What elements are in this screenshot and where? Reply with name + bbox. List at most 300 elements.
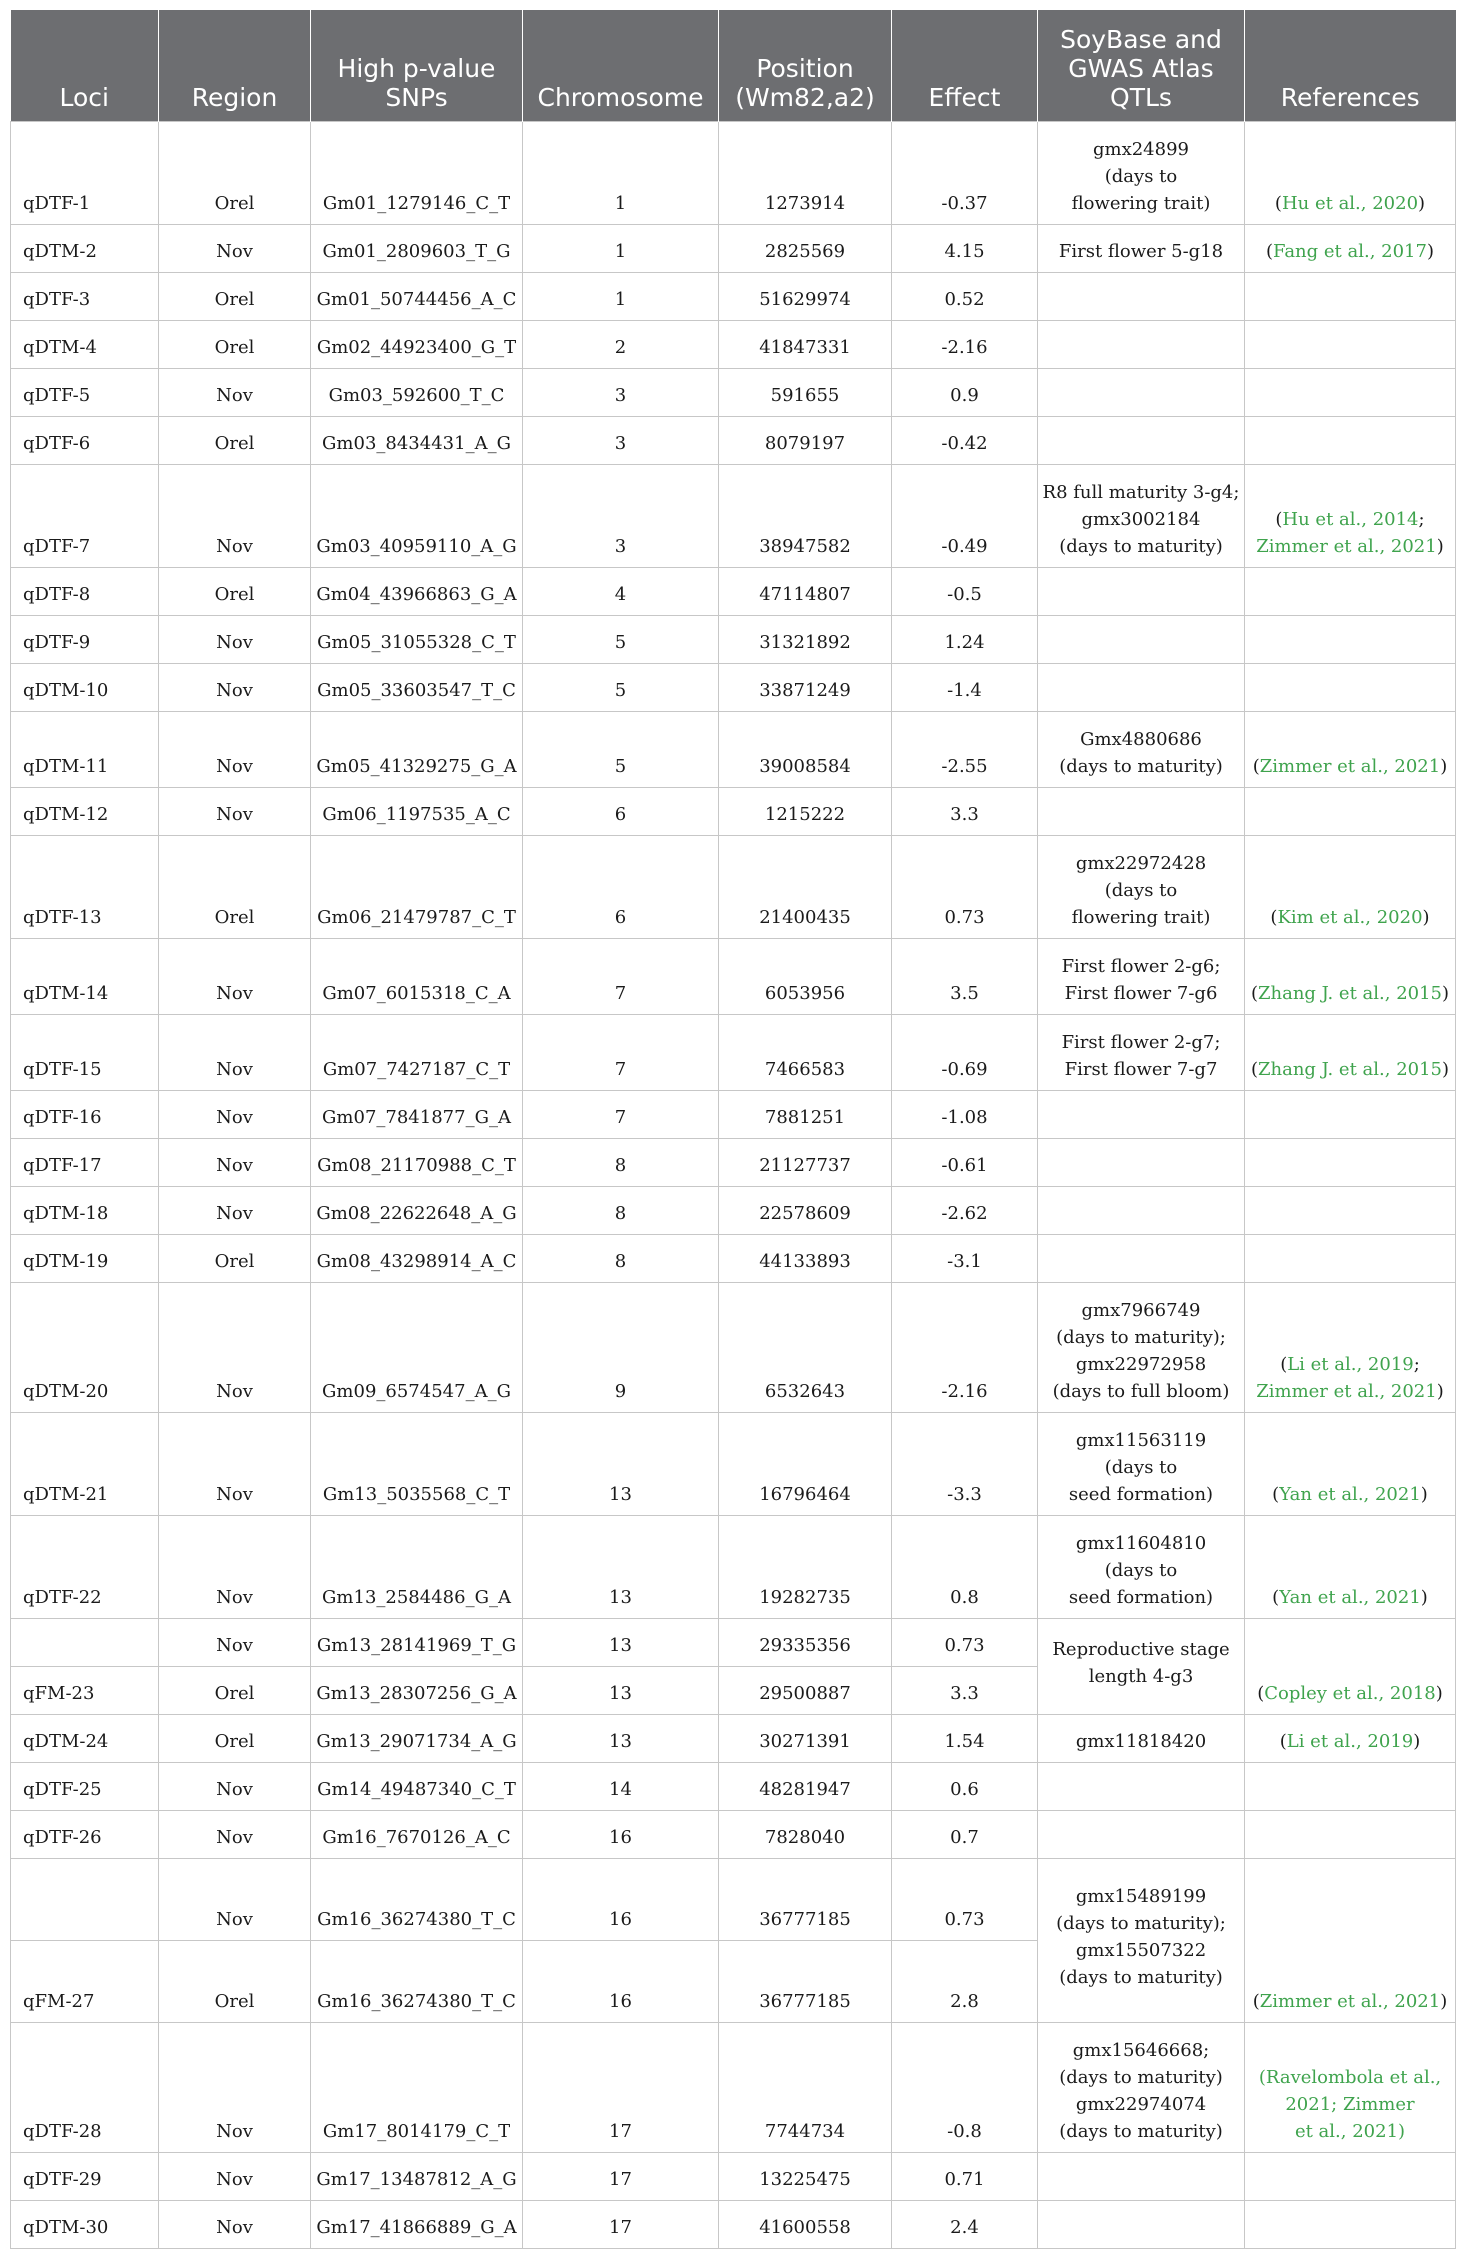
loci-cell: qDTF-22 (11, 1516, 159, 1619)
position-cell: 19282735 (719, 1516, 892, 1619)
position-cell: 16796464 (719, 1413, 892, 1516)
region-cell: Nov (159, 1283, 311, 1413)
region-cell: Nov (159, 1187, 311, 1235)
effect-cell: 0.73 (892, 836, 1038, 939)
chromosome-cell: 1 (523, 225, 719, 273)
effect-cell: 1.24 (892, 616, 1038, 664)
qtl-cell (1038, 1235, 1245, 1283)
qtl-cell (1038, 1187, 1245, 1235)
qtl-line: First flower 7-g7 (1064, 1059, 1218, 1080)
effect-cell: 0.71 (892, 2153, 1038, 2201)
position-cell: 8079197 (719, 417, 892, 465)
qtl-line: (days to maturity) (1059, 2067, 1223, 2088)
qtl-line: Gmx4880686 (1080, 729, 1202, 750)
chromosome-cell: 16 (523, 1859, 719, 1941)
qtl-cell (1038, 417, 1245, 465)
reference-link[interactable]: Zhang J. et al., 2015 (1258, 983, 1442, 1004)
snp-cell: Gm13_28307256_G_A (311, 1667, 523, 1715)
loci-cell: qDTM-2 (11, 225, 159, 273)
qtl-cell (1038, 1413, 1245, 1516)
reference-link[interactable]: Hu et al., 2020 (1281, 193, 1419, 214)
qtl-line: gmx7966749 (1081, 1300, 1201, 1321)
qtl-cell (1038, 369, 1245, 417)
loci-cell: qDTF-16 (11, 1091, 159, 1139)
table-row (11, 1859, 1456, 1941)
position-cell: 1273914 (719, 122, 892, 225)
position-cell: 29500887 (719, 1667, 892, 1715)
loci-cell: qDTF-6 (11, 417, 159, 465)
column-header: High p-value SNPs (311, 10, 523, 122)
loci-cell: qDTF-17 (11, 1139, 159, 1187)
qtl-line: Reproductive stage (1052, 1639, 1230, 1660)
snp-cell: Gm04_43966863_G_A (311, 568, 523, 616)
reference-link[interactable]: (Ravelombola et al., (1258, 2067, 1442, 2088)
column-header: Region (159, 10, 311, 122)
reference-cell: (Hu et al., 2014; Zimmer et al., 2021) (1245, 465, 1456, 568)
position-cell: 36777185 (719, 1859, 892, 1941)
reference-link[interactable]: 2021; Zimmer (1285, 2094, 1415, 2115)
position-cell: 7466583 (719, 1015, 892, 1091)
qtl-cell (1038, 465, 1245, 568)
chromosome-cell: 3 (523, 465, 719, 568)
chromosome-cell: 13 (523, 1516, 719, 1619)
table-row (11, 417, 1456, 465)
qtl-line: First flower 5-g18 (1058, 241, 1224, 262)
qtl-cell (1038, 1091, 1245, 1139)
region-cell: Orel (159, 273, 311, 321)
chromosome-cell: 1 (523, 273, 719, 321)
position-cell: 44133893 (719, 1235, 892, 1283)
loci-cell: qDTM-18 (11, 1187, 159, 1235)
effect-cell: 0.7 (892, 1811, 1038, 1859)
effect-cell: -2.55 (892, 712, 1038, 788)
reference-link[interactable]: Zimmer et al., 2021 (1256, 536, 1437, 557)
qtl-cell (1038, 616, 1245, 664)
loci-cell: qDTF-8 (11, 568, 159, 616)
effect-cell: -0.49 (892, 465, 1038, 568)
snp-cell: Gm08_22622648_A_G (311, 1187, 523, 1235)
region-cell: Nov (159, 616, 311, 664)
position-cell: 21127737 (719, 1139, 892, 1187)
loci-cell: qDTM-19 (11, 1235, 159, 1283)
snp-cell: Gm17_8014179_C_T (311, 2023, 523, 2153)
snp-cell: Gm06_21479787_C_T (311, 836, 523, 939)
loci-cell: qDTM-11 (11, 712, 159, 788)
column-header: References (1245, 10, 1456, 122)
qtl-line: (days to full bloom) (1052, 1381, 1230, 1402)
loci-cell: qDTF-28 (11, 2023, 159, 2153)
snp-cell: Gm05_31055328_C_T (311, 616, 523, 664)
qtl-cell (1038, 1763, 1245, 1811)
effect-cell: 2.8 (892, 1941, 1038, 2023)
chromosome-cell: 8 (523, 1235, 719, 1283)
effect-cell: 0.8 (892, 1516, 1038, 1619)
qtl-cell (1038, 321, 1245, 369)
position-cell: 36777185 (719, 1941, 892, 2023)
region-cell: Nov (159, 2153, 311, 2201)
qtl-line: gmx15646668; (1072, 2040, 1210, 2061)
table-row (11, 465, 1456, 568)
snp-cell: Gm07_7427187_C_T (311, 1015, 523, 1091)
snp-cell: Gm01_2809603_T_G (311, 225, 523, 273)
table-row (11, 1091, 1456, 1139)
table-row (11, 2153, 1456, 2201)
column-header: Chromosome (523, 10, 719, 122)
loci-cell: qDTM-12 (11, 788, 159, 836)
chromosome-cell: 13 (523, 1413, 719, 1516)
qtl-line: (days to maturity); (1056, 1913, 1226, 1934)
reference-link[interactable]: Zhang J. et al., 2015 (1258, 1059, 1442, 1080)
reference-link[interactable]: Fang et al., 2017 (1273, 241, 1427, 262)
loci-cell: qDTF-15 (11, 1015, 159, 1091)
column-header: SoyBase and GWAS Atlas QTLs (1038, 10, 1245, 122)
table-row (11, 369, 1456, 417)
region-cell: Nov (159, 788, 311, 836)
chromosome-cell: 2 (523, 321, 719, 369)
region-cell: Nov (159, 1139, 311, 1187)
region-cell: Orel (159, 1941, 311, 2023)
qtl-line: gmx22974074 (1075, 2094, 1207, 2115)
reference-cell: (Zimmer et al., 2021) (1245, 1859, 1456, 2023)
qtl-line: gmx24899 (1092, 139, 1189, 160)
region-cell: Nov (159, 2201, 311, 2249)
qtl-line: flowering trait) (1071, 193, 1211, 214)
table-row (11, 1015, 1456, 1091)
effect-cell: -0.8 (892, 2023, 1038, 2153)
reference-link[interactable]: Li et al., 2019 (1287, 1354, 1414, 1375)
effect-cell: -0.5 (892, 568, 1038, 616)
qtl-cell (1038, 1139, 1245, 1187)
qtl-line: gmx3002184 (1081, 509, 1201, 530)
reference-link[interactable]: Hu et al., 2014 (1282, 509, 1419, 530)
position-cell: 2825569 (719, 225, 892, 273)
snp-cell: Gm01_1279146_C_T (311, 122, 523, 225)
qtl-cell (1038, 1811, 1245, 1859)
snp-cell: Gm03_592600_T_C (311, 369, 523, 417)
position-cell: 7881251 (719, 1091, 892, 1139)
effect-cell: -3.1 (892, 1235, 1038, 1283)
region-cell: Nov (159, 1619, 311, 1667)
table-row (11, 1235, 1456, 1283)
loci-cell (11, 1619, 159, 1667)
chromosome-cell: 8 (523, 1139, 719, 1187)
snp-cell: Gm05_41329275_G_A (311, 712, 523, 788)
reference-cell (1245, 1763, 1456, 1811)
table-row (11, 1283, 1456, 1413)
snp-cell: Gm05_33603547_T_C (311, 664, 523, 712)
region-cell: Nov (159, 1091, 311, 1139)
column-header: Position (Wm82,a2) (719, 10, 892, 122)
table-body (11, 122, 1456, 2249)
region-cell: Nov (159, 1763, 311, 1811)
position-cell: 6532643 (719, 1283, 892, 1413)
loci-cell: qDTF-26 (11, 1811, 159, 1859)
reference-cell: (Copley et al., 2018) (1245, 1619, 1456, 1715)
reference-link[interactable]: Yan et al., 2021 (1279, 1484, 1421, 1505)
effect-cell: 0.73 (892, 1619, 1038, 1667)
region-cell: Nov (159, 1859, 311, 1941)
qtl-line: R8 full maturity 3-g4; (1042, 482, 1240, 503)
reference-cell (1245, 664, 1456, 712)
table-row (11, 1811, 1456, 1859)
loci-cell: qFM-23 (11, 1667, 159, 1715)
chromosome-cell: 7 (523, 1091, 719, 1139)
effect-cell: -0.61 (892, 1139, 1038, 1187)
position-cell: 31321892 (719, 616, 892, 664)
qtl-cell (1038, 122, 1245, 225)
qtl-cell (1038, 1015, 1245, 1091)
reference-cell (1245, 1811, 1456, 1859)
qtl-cell (1038, 788, 1245, 836)
region-cell: Orel (159, 122, 311, 225)
position-cell: 7744734 (719, 2023, 892, 2153)
effect-cell: 2.4 (892, 2201, 1038, 2249)
snp-cell: Gm07_7841877_G_A (311, 1091, 523, 1139)
snp-cell: Gm08_43298914_A_C (311, 1235, 523, 1283)
effect-cell: -2.62 (892, 1187, 1038, 1235)
effect-cell: 1.54 (892, 1715, 1038, 1763)
effect-cell: -2.16 (892, 321, 1038, 369)
snp-cell: Gm14_49487340_C_T (311, 1763, 523, 1811)
column-header: Loci (11, 10, 159, 122)
reference-link[interactable]: et al., 2021) (1294, 2121, 1406, 2142)
snp-cell: Gm13_29071734_A_G (311, 1715, 523, 1763)
data-table-container (10, 10, 1455, 2249)
reference-link[interactable]: Li et al., 2019 (1286, 1731, 1414, 1752)
table-row (11, 2023, 1456, 2153)
reference-cell: (Zimmer et al., 2021) (1245, 712, 1456, 788)
reference-cell (1245, 616, 1456, 664)
table-row (11, 1763, 1456, 1811)
effect-cell: 0.9 (892, 369, 1038, 417)
reference-cell (1245, 1139, 1456, 1187)
effect-cell: -1.4 (892, 664, 1038, 712)
region-cell: Orel (159, 1715, 311, 1763)
effect-cell: -0.42 (892, 417, 1038, 465)
reference-cell (1245, 369, 1456, 417)
snp-cell: Gm03_40959110_A_G (311, 465, 523, 568)
snp-cell: Gm16_36274380_T_C (311, 1941, 523, 2023)
qtl-line: seed formation) (1068, 1484, 1214, 1505)
snp-cell: Gm17_13487812_A_G (311, 2153, 523, 2201)
table-row (11, 616, 1456, 664)
snp-cell: Gm13_28141969_T_G (311, 1619, 523, 1667)
position-cell: 29335356 (719, 1619, 892, 1667)
qtl-line: First flower 7-g6 (1064, 983, 1218, 1004)
loci-cell: qDTF-25 (11, 1763, 159, 1811)
table-row (11, 1619, 1456, 1667)
qtl-cell (1038, 1715, 1245, 1763)
qtl-line: gmx22972428 (1075, 853, 1207, 874)
position-cell: 47114807 (719, 568, 892, 616)
qtl-line: flowering trait) (1071, 907, 1211, 928)
effect-cell: 3.3 (892, 1667, 1038, 1715)
effect-cell: -0.69 (892, 1015, 1038, 1091)
table-row (11, 225, 1456, 273)
chromosome-cell: 17 (523, 2201, 719, 2249)
chromosome-cell: 9 (523, 1283, 719, 1413)
chromosome-cell: 3 (523, 417, 719, 465)
chromosome-cell: 5 (523, 712, 719, 788)
reference-cell: (Hu et al., 2020) (1245, 122, 1456, 225)
table-row (11, 836, 1456, 939)
chromosome-cell: 17 (523, 2153, 719, 2201)
reference-cell: (Li et al., 2019; Zimmer et al., 2021) (1245, 1283, 1456, 1413)
region-cell: Nov (159, 1015, 311, 1091)
table-row (11, 1516, 1456, 1619)
region-cell: Nov (159, 1516, 311, 1619)
snp-cell: Gm01_50744456_A_C (311, 273, 523, 321)
reference-link[interactable]: Zimmer et al., 2021 (1259, 1991, 1441, 2012)
region-cell: Nov (159, 939, 311, 1015)
table-row (11, 788, 1456, 836)
effect-cell: -1.08 (892, 1091, 1038, 1139)
reference-cell (1245, 321, 1456, 369)
qtl-line: (days to maturity) (1059, 2121, 1223, 2142)
region-cell: Orel (159, 1667, 311, 1715)
reference-cell (1245, 2023, 1456, 2153)
region-cell: Nov (159, 465, 311, 568)
qtl-table (10, 10, 1456, 2249)
table-row (11, 712, 1456, 788)
qtl-cell (1038, 939, 1245, 1015)
region-cell: Nov (159, 2023, 311, 2153)
table-row (11, 1715, 1456, 1763)
qtl-line: (days to maturity) (1059, 536, 1223, 557)
loci-cell: qFM-27 (11, 1941, 159, 2023)
position-cell: 48281947 (719, 1763, 892, 1811)
position-cell: 13225475 (719, 2153, 892, 2201)
reference-cell (1245, 273, 1456, 321)
effect-cell: 0.73 (892, 1859, 1038, 1941)
qtl-cell (1038, 273, 1245, 321)
effect-cell: 3.5 (892, 939, 1038, 1015)
loci-cell: qDTF-5 (11, 369, 159, 417)
reference-cell: (Li et al., 2019) (1245, 1715, 1456, 1763)
chromosome-cell: 4 (523, 568, 719, 616)
chromosome-cell: 3 (523, 369, 719, 417)
reference-link[interactable]: Copley et al., 2018 (1264, 1683, 1436, 1704)
table-row (11, 2201, 1456, 2249)
loci-cell: qDTF-9 (11, 616, 159, 664)
loci-cell: qDTM-10 (11, 664, 159, 712)
qtl-line: seed formation) (1068, 1587, 1214, 1608)
region-cell: Nov (159, 1413, 311, 1516)
position-cell: 38947582 (719, 465, 892, 568)
reference-cell (1245, 1187, 1456, 1235)
qtl-line: length 4-g3 (1088, 1666, 1194, 1687)
reference-cell: (Kim et al., 2020) (1245, 836, 1456, 939)
effect-cell: 0.6 (892, 1763, 1038, 1811)
position-cell: 41600558 (719, 2201, 892, 2249)
effect-cell: -0.37 (892, 122, 1038, 225)
qtl-line: (days to (1104, 1457, 1178, 1478)
region-cell: Nov (159, 1811, 311, 1859)
chromosome-cell: 7 (523, 1015, 719, 1091)
chromosome-cell: 16 (523, 1811, 719, 1859)
chromosome-cell: 17 (523, 2023, 719, 2153)
qtl-line: First flower 2-g6; (1061, 956, 1221, 977)
region-cell: Orel (159, 836, 311, 939)
chromosome-cell: 14 (523, 1763, 719, 1811)
chromosome-cell: 16 (523, 1941, 719, 2023)
reference-cell (1245, 1235, 1456, 1283)
chromosome-cell: 13 (523, 1667, 719, 1715)
loci-cell: qDTF-13 (11, 836, 159, 939)
position-cell: 7828040 (719, 1811, 892, 1859)
loci-cell: qDTF-1 (11, 122, 159, 225)
qtl-cell (1038, 568, 1245, 616)
qtl-cell (1038, 1859, 1245, 2023)
snp-cell: Gm13_2584486_G_A (311, 1516, 523, 1619)
qtl-cell (1038, 1516, 1245, 1619)
table-row (11, 1187, 1456, 1235)
reference-link[interactable]: Zimmer et al., 2021 (1259, 756, 1441, 777)
qtl-line: (days to (1104, 1560, 1178, 1581)
table-row (11, 664, 1456, 712)
position-cell: 21400435 (719, 836, 892, 939)
loci-cell: qDTM-24 (11, 1715, 159, 1763)
effect-cell: 4.15 (892, 225, 1038, 273)
loci-cell (11, 1859, 159, 1941)
reference-link[interactable]: Zimmer et al., 2021 (1256, 1381, 1437, 1402)
table-row (11, 939, 1456, 1015)
reference-link[interactable]: Kim et al., 2020 (1277, 907, 1423, 928)
column-header: Effect (892, 10, 1038, 122)
snp-cell: Gm02_44923400_G_T (311, 321, 523, 369)
qtl-cell (1038, 664, 1245, 712)
qtl-cell (1038, 1283, 1245, 1413)
qtl-line: First flower 2-g7; (1061, 1032, 1221, 1053)
chromosome-cell: 6 (523, 788, 719, 836)
loci-cell: qDTM-4 (11, 321, 159, 369)
position-cell: 591655 (719, 369, 892, 417)
chromosome-cell: 8 (523, 1187, 719, 1235)
region-cell: Orel (159, 321, 311, 369)
table-row (11, 321, 1456, 369)
table-row (11, 273, 1456, 321)
qtl-cell (1038, 1619, 1245, 1715)
qtl-line: (days to (1104, 166, 1178, 187)
snp-cell: Gm13_5035568_C_T (311, 1413, 523, 1516)
region-cell: Nov (159, 369, 311, 417)
region-cell: Nov (159, 664, 311, 712)
region-cell: Orel (159, 568, 311, 616)
table-header-row (11, 10, 1456, 122)
chromosome-cell: 5 (523, 616, 719, 664)
qtl-line: (days to (1104, 880, 1178, 901)
reference-cell (1245, 568, 1456, 616)
qtl-line: gmx11563119 (1075, 1430, 1207, 1451)
region-cell: Nov (159, 712, 311, 788)
qtl-line: (days to maturity); (1056, 1327, 1226, 1348)
loci-cell: qDTM-20 (11, 1283, 159, 1413)
qtl-cell (1038, 2201, 1245, 2249)
qtl-line: gmx15489199 (1075, 1886, 1207, 1907)
qtl-cell (1038, 2153, 1245, 2201)
position-cell: 41847331 (719, 321, 892, 369)
snp-cell: Gm16_36274380_T_C (311, 1859, 523, 1941)
table-row (11, 568, 1456, 616)
reference-cell: (Fang et al., 2017) (1245, 225, 1456, 273)
region-cell: Orel (159, 417, 311, 465)
table-row (11, 1139, 1456, 1187)
qtl-cell (1038, 2023, 1245, 2153)
region-cell: Orel (159, 1235, 311, 1283)
loci-cell: qDTF-29 (11, 2153, 159, 2201)
chromosome-cell: 13 (523, 1715, 719, 1763)
reference-link[interactable]: Yan et al., 2021 (1279, 1587, 1421, 1608)
